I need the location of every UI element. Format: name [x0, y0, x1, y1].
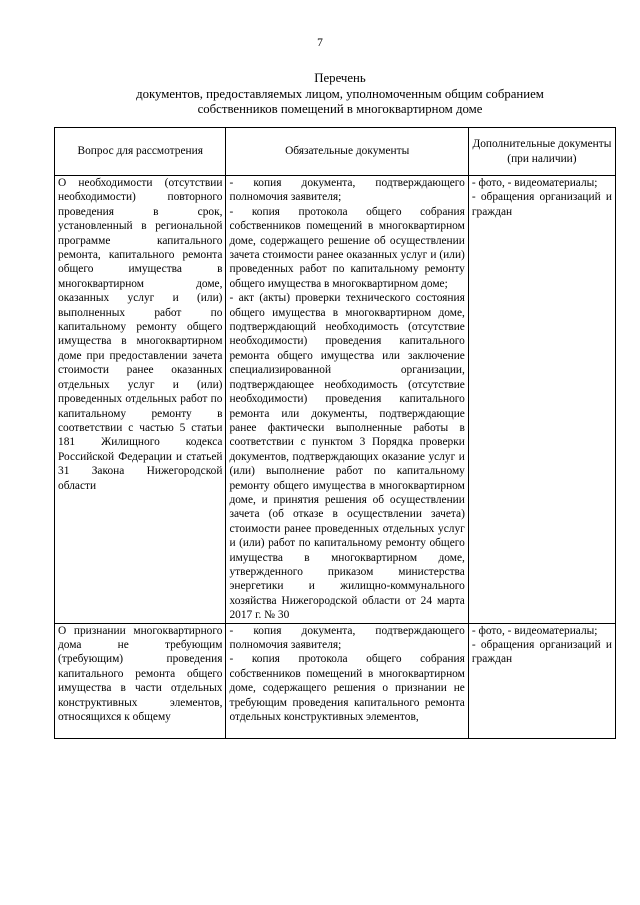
documents-table: [54, 127, 616, 739]
question-cell: [55, 176, 226, 624]
document-title: [60, 71, 620, 118]
question-text: О необходимости (отсутствии необходимости) повторного проведения в срок, установленный в региональной программе капитального ремонта, капитального ремонта общего имущества в многоквартирном доме, оказанных услуг и (или) выполненных работ по капитальному ремонту общего имущества в многоквартирном доме при предоставлении зачета стоимости ранее оказанных отдельных услуг и (или) проведенных отдельных работ по капитальному ремонту в соответствии с частью 5 статьи 181 Жилищного кодекса Российской Федерации и статьей 31 Закона Нижегородской области: [58, 177, 223, 492]
header-additional: Дополнительные документы (при наличии): [468, 128, 615, 176]
title-line-1: Перечень: [314, 71, 366, 85]
table-header-row: [55, 128, 616, 176]
header-question: Вопрос для рассмотрения: [55, 128, 226, 176]
question-cell: [55, 623, 226, 738]
title-line-2: документов, предоставляемых лицом, уполномоченным общим собранием: [136, 86, 544, 101]
mandatory-item: - акт (акты) проверки технического состояния общего имущества в многоквартирном доме, подтверждающий необходимость (отсутствие необходимости) проведения капитального ремонта общего имущества или заключение специализированной организации, подтверждающее необходимость (отсутствие необходимости) проведения капитального ремонта или документы, подтверждающие ранее фактически выполненные работы в соответствии с пунктом 3 Порядка проверки документов, подтверждающих оказание услуг и (или) выполнение работ по капитальному ремонту общего имущества в многоквартирном доме, и принятия решения об осуществлении зачета (об отказе в осуществлении зачета) стоимости ранее проведенных отдельных услуг и (или) работ по капитальному ремонту общего имущества в многоквартирном доме, утвержденного приказом министерства энергетики и жилищно-коммунального хозяйства Нижегородской области от 24 марта 2017 г. № 30: [229, 292, 465, 622]
mandatory-item: - копия протокола общего собрания собственников помещений в многоквартирном доме, содержащего решение об осуществлении зачета стоимости ранее оказанных услуг и (или) проведенных работ по капитальному ремонту общего имущества в многоквартирном доме;: [229, 205, 465, 290]
additional-item: - обращения организаций и граждан: [471, 639, 612, 666]
table-row: [55, 176, 616, 624]
mandatory-docs-cell: [226, 623, 468, 738]
additional-item: - обращения организаций и граждан: [471, 191, 612, 218]
mandatory-item: - копия документа, подтверждающего полномочия заявителя;: [229, 177, 465, 204]
table-row: [55, 623, 616, 738]
additional-item: - фото, - видеоматериалы;: [471, 624, 598, 637]
mandatory-item: - копия протокола общего собрания собственников помещений в многоквартирном доме, содержащего решения о признании не требующим проведения капитального ремонта отдельных конструктивных элементов,: [229, 653, 465, 724]
additional-item: - фото, - видеоматериалы;: [471, 177, 598, 189]
additional-docs-cell: [468, 623, 615, 738]
mandatory-docs-cell: [226, 176, 468, 624]
title-line-3: собственников помещений в многоквартирном доме: [197, 102, 483, 116]
question-text: О признании многоквартирного дома не требующим (требующим) проведения капитального ремонта общего имущества в части отдельных конструктивных элементов, относящихся к общему: [58, 624, 223, 724]
mandatory-item: - копия документа, подтверждающего полномочия заявителя;: [229, 624, 465, 651]
additional-docs-cell: [468, 176, 615, 624]
page-number: 7: [317, 37, 323, 49]
header-mandatory: Обязательные документы: [226, 128, 468, 176]
